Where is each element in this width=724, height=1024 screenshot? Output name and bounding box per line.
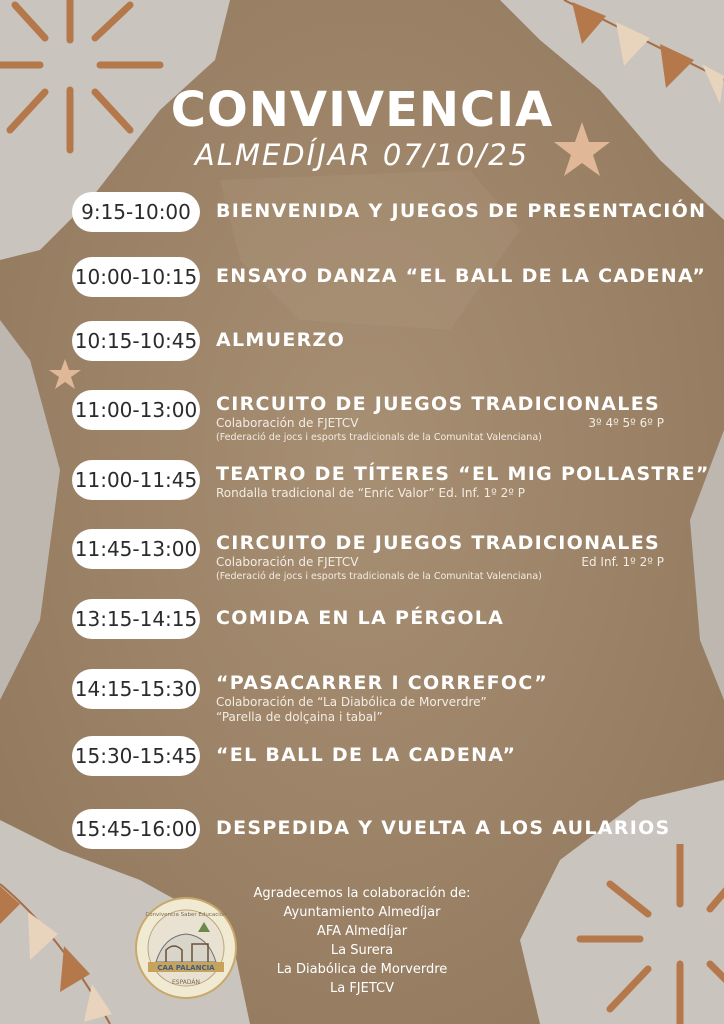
logo-top-text: Convivencia Saber Educación bbox=[145, 912, 227, 918]
event-title: TEATRO DE TÍTERES “EL MIG POLLASTRE” bbox=[216, 463, 710, 485]
acknowledgements bbox=[220, 884, 504, 998]
time-pill: 15:45-16:00 bbox=[72, 809, 200, 849]
event-collaboration: Colaboración de FJETCV bbox=[216, 555, 359, 569]
event-groups: Ed Inf. 1º 2º P bbox=[581, 555, 664, 569]
time-pill: 13:15-14:15 bbox=[72, 599, 200, 639]
poster-title: CONVIVENCIA bbox=[170, 82, 554, 138]
bunting-bottom-left-icon bbox=[0, 874, 150, 1024]
logo-band-text: CAA PALANCIA bbox=[157, 964, 215, 972]
acknowledgements-heading: Agradecemos la colaboración de: bbox=[253, 886, 471, 901]
time-pill: 10:00-10:15 bbox=[72, 257, 200, 297]
poster-subtitle: ALMEDÍJAR 07/10/25 bbox=[194, 138, 530, 172]
event-title: BIENVENIDA Y JUEGOS DE PRESENTACIÓN bbox=[216, 200, 707, 222]
acknowledgement-item: La Surera bbox=[330, 943, 394, 958]
acknowledgement-item: La Diabólica de Morverdre bbox=[276, 962, 448, 977]
event-note bbox=[216, 555, 664, 569]
event-note-secondary: (Federació de jocs i esports tradicionals de la Comunitat Valenciana) bbox=[216, 571, 542, 582]
event-title: COMIDA EN LA PÉRGOLA bbox=[216, 607, 505, 629]
sunburst-bottom-right-icon bbox=[560, 844, 724, 1024]
event-note-secondary: “Parella de dolçaina i tabal” bbox=[216, 710, 383, 724]
acknowledgement-item: AFA Almedíjar bbox=[316, 924, 408, 939]
acknowledgement-item: La FJETCV bbox=[329, 981, 395, 996]
event-note: Rondalla tradicional de “Enric Valor” Ed. Inf. 1º 2º P bbox=[216, 486, 525, 500]
logo-bottom-text: ESPADÁN bbox=[171, 979, 201, 986]
time-pill: 14:15-15:30 bbox=[72, 669, 200, 709]
event-title: “PASACARRER I CORREFOC” bbox=[216, 672, 549, 694]
event-title: ENSAYO DANZA “EL BALL DE LA CADENA” bbox=[216, 265, 707, 287]
event-note-secondary: (Federació de jocs i esports tradicionals de la Comunitat Valenciana) bbox=[216, 432, 542, 443]
event-title: “EL BALL DE LA CADENA” bbox=[216, 744, 517, 766]
event-title: CIRCUITO DE JUEGOS TRADICIONALES bbox=[216, 393, 660, 415]
acknowledgement-item: Ayuntamiento Almedíjar bbox=[283, 905, 441, 920]
event-collaboration: Colaboración de FJETCV bbox=[216, 416, 359, 430]
event-title: CIRCUITO DE JUEGOS TRADICIONALES bbox=[216, 532, 660, 554]
time-pill: 11:00-11:45 bbox=[72, 460, 200, 500]
time-pill: 9:15-10:00 bbox=[72, 192, 200, 232]
star-small-icon bbox=[48, 358, 82, 392]
time-pill: 10:15-10:45 bbox=[72, 321, 200, 361]
event-title: DESPEDIDA Y VUELTA A LOS AULARIOS bbox=[216, 817, 671, 839]
event-note bbox=[216, 416, 664, 430]
event-groups: 3º 4º 5º 6º P bbox=[588, 416, 664, 430]
event-note: Colaboración de “La Diabólica de Morverdre” bbox=[216, 695, 487, 709]
time-pill: 11:45-13:00 bbox=[72, 529, 200, 569]
event-title: ALMUERZO bbox=[216, 329, 346, 351]
time-pill: 15:30-15:45 bbox=[72, 736, 200, 776]
time-pill: 11:00-13:00 bbox=[72, 390, 200, 430]
